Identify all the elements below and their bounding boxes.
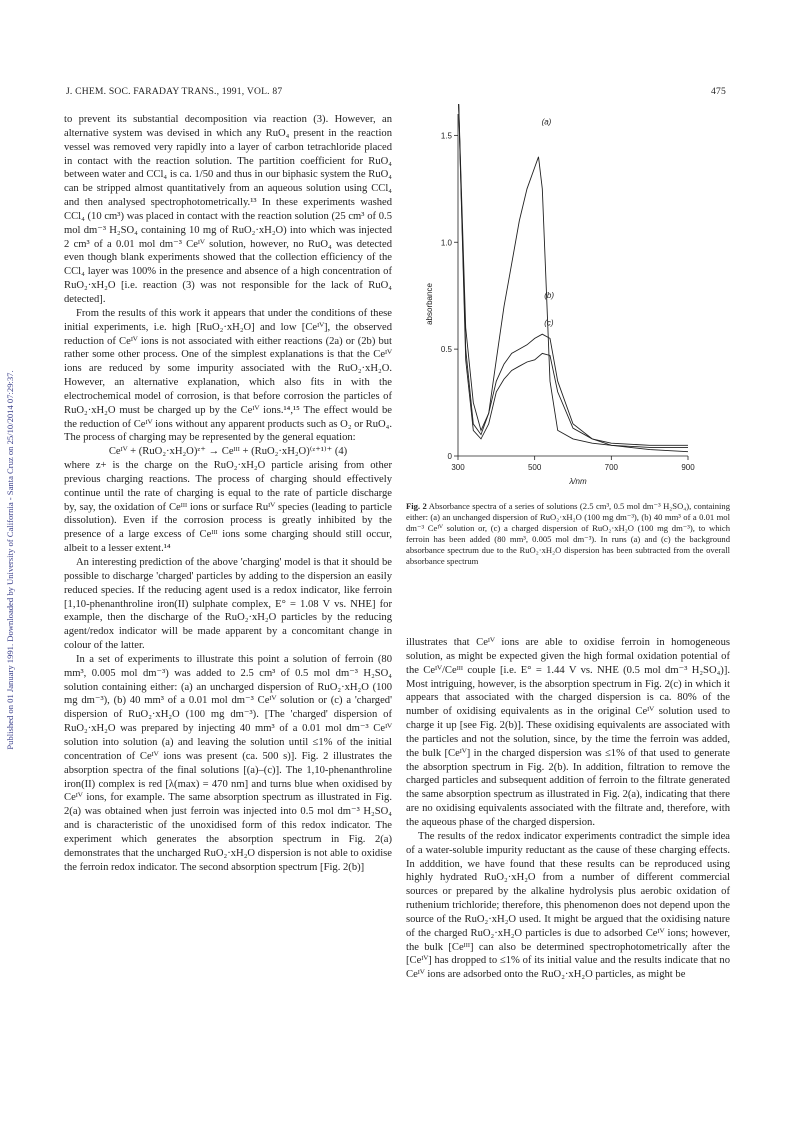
x-tick-label: 500 (527, 463, 542, 472)
paragraph: illustrates that Ceᴵⱽ ions are able to oxidise ferroin in homogeneous solution, as might be expected given the high formal oxidation potential of the Ceᴵⱽ/Ceᴵᴵᴵ couple [i.e. E° = 1.44 V vs. NHE (0.5 mol dm⁻³ H₂SO₄)]. Most intriguing, however, is the absorption spectrum in Fig. 2(c) in which it appears that associated with the charged dispersion is ca. 80% of the number of oxidising equivalents as in the original Ceᴵⱽ solution used to charge it up [see Fig. 2(b)]. These oxidising equivalents are associated with the particles and not the solution, since, by the time the ferroin was added, the bulk [Ceᴵⱽ] in the charged dispersion was ≤1% of that used to generate the absorption spectrum in Fig. 2(b). In addition, filtration to remove the charged particles and subsequent addition of ferroin to the filtrate generated the same absorption spectrum as illustrated in Fig. 2(a), indicating that there are no oxidising equivalents associated with the filtrate and, therefore, with the aqueous phase of the charged dispersion. (406, 637, 730, 828)
y-tick-label: 0 (447, 452, 452, 461)
y-tick-label: 1.0 (440, 238, 452, 248)
download-watermark (2, 170, 18, 950)
paragraph: An interesting prediction of the above 'charging' model is that it should be possible to discharge 'charged' particles by adding to the dispersion an easily reduced species. If the reducing agent used is a redox indicator, like ferroin [1,10-phenanthroline iron(II) sulphate complex, E° = 1.08 V vs. NHE] for example, then the discharge of the RuO₂·xH₂O particles by the reducing agent/redox indicator will be made apparent by a concomitant change in colour of the latter. (64, 557, 392, 652)
y-axis-label: absorbance (425, 283, 434, 325)
x-tick-label: 900 (681, 463, 695, 472)
curve-label: (a) (541, 117, 552, 127)
caption-text: Absorbance spectra of a series of solutions (2.5 cm³, 0.5 mol dm⁻³ H₂SO₄), containing either: (a) an unchanged dispersion of RuO₂·xH₂O (100 mg dm⁻³), (b) 40 mm³ of a 0.01 mol dm⁻³ Ceᴵⱽ solution or, (c) a charged dispersion of RuO₂·xH₂O (100 mg dm⁻³), to which ferroin has been added (80 mm³, 0.005 mol dm⁻³). In runs (a) and (c) the background absorbance spectrum due to the RuO₂·xH₂O dispersion has been subtracted from the overall absorbance spectrum (406, 501, 730, 566)
absorbance-chart (420, 104, 720, 494)
caption-label: Fig. 2 (406, 501, 427, 511)
x-tick-label: 700 (604, 463, 619, 472)
paragraph: where z+ is the charge on the RuO₂·xH₂O particle arising from other previous charging reactions. The process of charging should effectively continue until the rate of charging is equal to the rate of particle discharge by, say, the oxidation of Ceᴵᴵᴵ ions or surface Ruᴵⱽ species (leading to particle dissolution). Even if the corrosion process is greatly inhibited by the presence of a large excess of Ceᴵᴵᴵ ions some charging should still occur, albeit to a lesser extent.¹⁴ (64, 460, 392, 555)
right-column (406, 636, 730, 982)
page-header (66, 86, 726, 100)
x-axis-label: λ/nm (569, 477, 587, 486)
paragraph: The results of the redox indicator experiments contradict the simple idea of a water-soluble impurity reductant as the cause of these charging effects. In adddition, we have found that these results can be reproduced using highly hydrated RuO₂·xH₂O from a number of different commercial sources or prepared by the alkaline hydrolysis plus aerobic oxidation of ruthenium trichloride; therefore, this phenomenon does not depend upon the source of the RuO₂·xH₂O used. It might be argued that the oxidising nature of the charged RuO₂·xH₂O particles is due to adsorbed Ceᴵⱽ ions; however, the bulk [Ceᴵᴵᴵ] can also be determined spectrophotometrically after the [Ceᴵⱽ] has dropped to ≤1% of its initial value and the results indicate that no Ceᴵⱽ ions are adsorbed onto the RuO₂·xH₂O particles, as might be (406, 830, 730, 981)
y-tick-label: 1.5 (440, 131, 452, 141)
paragraph: In a set of experiments to illustrate this point a solution of ferroin (80 mm³, 0.005 mol dm⁻³) was added to 2.5 cm³ of 0.5 mol dm⁻³ H₂SO₄ solution containing either: (a) an uncharged dispersion of RuO₂·xH₂O (100 mg dm⁻³), (b) 40 mm³ of a 0.01 mol dm⁻³ Ceᴵⱽ solution or (c) a 'charged' dispersion of RuO₂·xH₂O (100 mg dm⁻³). [The 'charged' dispersion of RuO₂·xH₂O was prepared by injecting 40 mm³ of a 0.01 mol dm⁻³ Ceᴵⱽ solution into solution (a) and leaving the solution until ≤1% of the initial concentration of Ceᴵⱽ ions was present (ca. 500 s)]. Fig. 2 illustrates the absorption spectra of the final solutions [(a)–(c)]. The 1,10-phenanthroline iron(II) complex is red [λ(max) = 470 nm] and turns blue when oxidised by Ceᴵⱽ ions, for example. The same absorption spectrum as illustrated in Fig. 2(a) was obtained when just ferroin was injected into 0.5 mol dm⁻³ H₂SO₄ and is characteristic of the unoxidised form of this redox indicator. The experiment which generates the absorption spectrum in Fig. 2(a) demonstrates that the uncharged RuO₂·xH₂O dispersion is not able to oxidise the ferroin redox indicator. The second absorption spectrum [Fig. 2(b)] (64, 653, 392, 873)
series-line (458, 104, 688, 452)
page-number: 475 (711, 86, 726, 97)
curve-label: (c) (544, 318, 554, 328)
paragraph: to prevent its substantial decomposition via reaction (3). However, an alternative system was devised in which any RuO₄ present in the reaction vessel was removed very rapidly into a layer of carbon tetrachloride placed in contact with the reaction solution. The partition coefficient for RuO₄ between water and CCl₄ is ca. 1/50 and thus in our biphasic system the RuO₄ can be stripped almost quantitatively from an aqueous solution using CCl₄ and then analysed spectrophotometrically.¹³ In these experiments washed CCl₄ (10 cm³) was placed in contact with the reaction solution (25 cm³ of 0.5 mol dm⁻³ H₂SO₄ containing 10 mg of RuO₂·xH₂O) into which was injected 2 cm³ of a 0.01 mol dm⁻³ Ceᴵⱽ solution, however, no RuO₄ was detected even though blank experiments showed that the collection efficiency of the CCl₄ layer was 100% in the presence and absence of a high concentration of RuO₂·xH₂O [i.e. reaction (3) was not responsible for the lack of RuO₄ detected]. (64, 114, 392, 305)
series-line (458, 104, 688, 445)
x-tick-label: 300 (451, 463, 465, 472)
journal-header: J. CHEM. SOC. FARADAY TRANS., 1991, VOL. 87 (66, 86, 283, 97)
paragraph: From the results of this work it appears that under the conditions of these initial experiments, i.e. high [RuO₂·xH₂O] and low [Ceᴵⱽ], the observed reduction of Ceᴵⱽ ions is not associated with either reactions (2a) or (2b) but rather some other process. One of the simplest explanations is that the Ceᴵⱽ ions are reduced by some impurity associated with the RuO₂·xH₂O. However, an alternative explanation, which also fits in with the electrochemical model of corrosion, is that before corrosion the particles of RuO₂·xH₂O must be charged up by the Ceᴵⱽ ions.¹⁴,¹⁵ The effect would be the reduction of Ceᴵⱽ ions without any apparent products such as O₂ or RuO₄. The process of charging may be represented by the general equation: (64, 307, 392, 444)
y-tick-label: 0.5 (440, 345, 452, 355)
figure-caption (406, 501, 730, 566)
curve-label: (b) (544, 290, 555, 300)
left-column (64, 113, 392, 874)
equation-4: Ceᴵⱽ + (RuO₂·xH₂O)ᶻ⁺ → Ceᴵᴵᴵ + (RuO₂·xH₂O)⁽ᶻ⁺¹⁾⁺ (4) (108, 446, 348, 458)
figure-2 (420, 104, 720, 494)
watermark-text: Published on 01 January 1991. Downloaded by University of California - Santa Cruz on 25/10/2014 07:29:37. (5, 370, 15, 750)
